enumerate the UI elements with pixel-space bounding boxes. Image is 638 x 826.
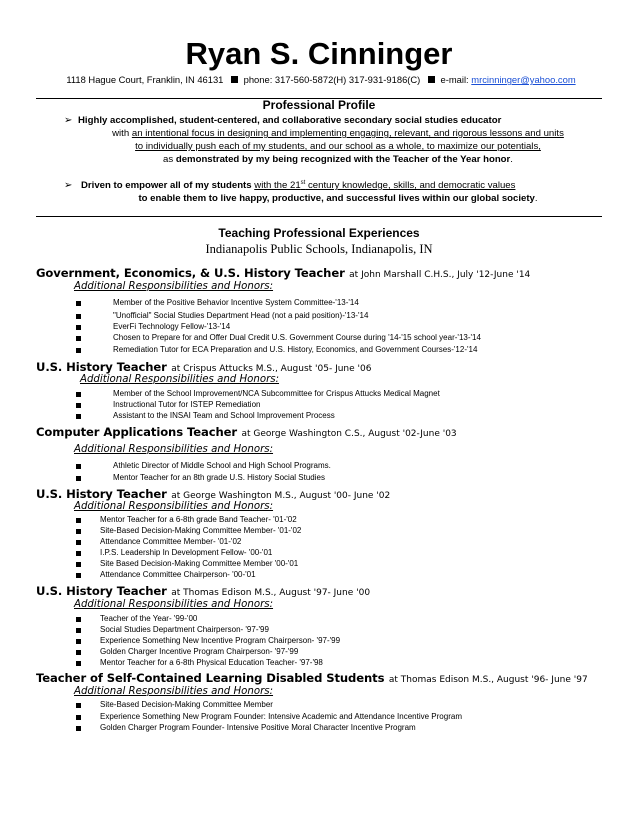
- profile-p1-line1: Highly accomplished, student-centered, and collaborative secondary social studies educator: [78, 115, 502, 126]
- bullet-square-icon: [76, 551, 81, 556]
- email-label: e-mail:: [440, 74, 469, 85]
- bullet-square-icon: [76, 726, 81, 731]
- additional-responsibilities-label: Additional Responsibilities and Honors:: [74, 686, 274, 697]
- bullet-square-icon: [76, 628, 81, 633]
- list-item-text: I.P.S. Leadership In Development Fellow- '00-'01: [100, 548, 273, 557]
- phone: phone: 317-560-5872(H) 317-931-9186(C): [243, 74, 421, 85]
- bullet-square-icon: [76, 573, 81, 578]
- list-item-text: Site-Based Decision-Making Committee Member- '01-'02: [100, 526, 302, 535]
- profile-p1-line3: to individually push each of my students, and our school as a whole, to maximize our potentials,: [135, 141, 541, 152]
- teaching-heading: Teaching Professional Experiences: [218, 226, 420, 240]
- bullet-square-icon: [76, 314, 81, 319]
- list-item-text: Experience Something New Program Founder: Intensive Academic and Attendance Incentive Program: [100, 712, 462, 721]
- list-item-text: Chosen to Prepare for and Offer Dual Credit U.S. Government Course during '14-'15 school year-'13-'14: [113, 333, 481, 342]
- bullet-square-icon: [76, 650, 81, 655]
- additional-responsibilities-label: Additional Responsibilities and Honors:: [74, 599, 274, 610]
- bullet-square-icon: [76, 562, 81, 567]
- candidate-name: Ryan S. Cinninger: [185, 36, 453, 71]
- profile-p2-sup: st: [300, 180, 306, 186]
- bullet-square-icon: [76, 392, 81, 397]
- email-link[interactable]: mrcinninger@yahoo.com: [471, 74, 576, 85]
- list-item-text: Teacher of the Year- '99-'00: [100, 614, 198, 623]
- bullet-square-icon: [76, 403, 81, 408]
- list-item-text: Mentor Teacher for a 6-8th grade Band Teacher- '01-'02: [100, 515, 297, 524]
- profile-paragraph-1: [64, 114, 598, 166]
- bullet-square-icon: [76, 529, 81, 534]
- list-item-text: EverFi Technology Fellow-'13-'14: [113, 322, 231, 331]
- bullet-square-icon: [428, 76, 435, 83]
- arrow-bullet-icon: ➢: [64, 115, 73, 126]
- profile-p2-line2-bold: to enable them to live happy, productive, and successful lives within our global society: [138, 193, 535, 204]
- bullet-square-icon: [76, 336, 81, 341]
- list-item-text: Site-Based Decision-Making Committee Member: [100, 700, 273, 709]
- additional-responsibilities-label: Additional Responsibilities and Honors:: [74, 444, 274, 455]
- job-title: Computer Applications Teacher: [36, 425, 238, 439]
- list-item-text: Remediation Tutor for ECA Preparation and U.S. History, Economics, and Government Courses-'12-'14: [113, 345, 478, 354]
- address: 1118 Hague Court, Franklin, IN 46131: [66, 74, 224, 85]
- additional-responsibilities-label: Additional Responsibilities and Honors:: [74, 281, 274, 292]
- profile-heading: Professional Profile: [262, 98, 376, 112]
- bullet-square-icon: [76, 661, 81, 666]
- job-detail: at Thomas Edison M.S., August '97- June '00: [171, 588, 371, 598]
- list-item-text: Athletic Director of Middle School and High School Programs.: [113, 461, 331, 470]
- list-item-text: Mentor Teacher for an 8th grade U.S. History Social Studies: [113, 473, 325, 482]
- employer-line: Indianapolis Public Schools, Indianapolis, IN: [205, 242, 433, 256]
- list-item-text: Assistant to the INSAI Team and School Improvement Process: [113, 411, 335, 420]
- profile-p2-underline: [254, 180, 515, 191]
- profile-p1-line4-bold: demonstrated by my being recognized with the Teacher of the Year honor: [175, 154, 511, 165]
- job-title: U.S. History Teacher: [36, 487, 167, 501]
- profile-p2-line1: [78, 179, 598, 192]
- profile-p2-line2: to enable them to live happy, productive, and successful lives within our global society.: [138, 193, 538, 204]
- profile-p2-underline-a: with the 21: [254, 180, 301, 191]
- job-detail: at Crispus Attucks M.S., August '05- June '06: [171, 364, 372, 374]
- bullet-square-icon: [76, 325, 81, 330]
- bullet-square-icon: [76, 703, 81, 708]
- profile-p1-line4-pre: as: [163, 154, 174, 165]
- list-item-text: Member of the School Improvement/NCA Subcommittee for Crispus Attucks Medical Magnet: [113, 389, 440, 398]
- profile-p1-line2: [78, 127, 598, 140]
- arrow-bullet-icon: ➢: [64, 180, 73, 191]
- list-item-text: Attendance Committee Member- '01-'02: [100, 537, 242, 546]
- profile-paragraph-2: [64, 179, 598, 205]
- additional-responsibilities-label: Additional Responsibilities and Honors:: [80, 374, 280, 385]
- profile-p2-bold: Driven to empower all of my students: [81, 180, 252, 191]
- list-item-text: "Unofficial" Social Studies Department Head (not a paid position)-'13-'14: [113, 311, 369, 320]
- profile-p1-line2-underline: an intentional focus in designing and implementing engaging, relevant, and rigorous lessons and units: [131, 128, 564, 139]
- bullet-square-icon: [231, 76, 238, 83]
- job-detail: at George Washington M.S., August '00- June '02: [171, 491, 391, 501]
- bullet-square-icon: [76, 464, 81, 469]
- list-item-text: Member of the Positive Behavior Incentive System Committee-'13-'14: [113, 298, 359, 307]
- bullet-square-icon: [76, 348, 81, 353]
- bullet-square-icon: [76, 476, 81, 481]
- list-item-text: Site Based Decision-Making Committee Member '00-'01: [100, 559, 299, 568]
- profile-p1-line4: as demonstrated by my being recognized with the Teacher of the Year honor.: [163, 154, 513, 165]
- job-title: Government, Economics, & U.S. History Teacher: [36, 266, 345, 280]
- job-title-row: [36, 424, 606, 442]
- bullet-square-icon: [76, 414, 81, 419]
- contact-line: [36, 74, 606, 86]
- job-detail: at John Marshall C.H.S., July '12-June '14: [349, 270, 531, 280]
- list-item-text: Golden Charger Incentive Program Chairperson- '97-'99: [100, 647, 299, 656]
- bullet-square-icon: [76, 639, 81, 644]
- bullet-square-icon: [76, 518, 81, 523]
- profile-divider: [36, 216, 602, 217]
- list-item-text: Mentor Teacher for a 6-8th Physical Education Teacher- '97-'98: [100, 658, 323, 667]
- job-detail: at George Washington C.S., August '02-June '03: [241, 429, 457, 439]
- job-detail: at Thomas Edison M.S., August '96- June '97: [388, 675, 588, 685]
- bullet-square-icon: [76, 540, 81, 545]
- bullet-square-icon: [76, 617, 81, 622]
- list-item-text: Social Studies Department Chairperson- '97-'99: [100, 625, 269, 634]
- job-title: U.S. History Teacher: [36, 584, 167, 598]
- job-title: U.S. History Teacher: [36, 360, 167, 374]
- list-item-text: Golden Charger Program Founder- Intensive Positive Moral Character Incentive Program: [100, 723, 416, 732]
- profile-p2-underline-b: century knowledge, skills, and democratic values: [305, 180, 516, 191]
- list-item-text: Instructional Tutor for ISTEP Remediation: [113, 400, 261, 409]
- list-item-text: Attendance Committee Chairperson- '00-'01: [100, 570, 256, 579]
- profile-p1-line2-pre: with: [112, 128, 130, 139]
- list-item-text: Experience Something New Incentive Program Chairperson- '97-'99: [100, 636, 341, 645]
- additional-responsibilities-label: Additional Responsibilities and Honors:: [74, 501, 274, 512]
- bullet-square-icon: [76, 301, 81, 306]
- job-title: Teacher of Self-Contained Learning Disabled Students: [36, 671, 385, 685]
- bullet-square-icon: [76, 715, 81, 720]
